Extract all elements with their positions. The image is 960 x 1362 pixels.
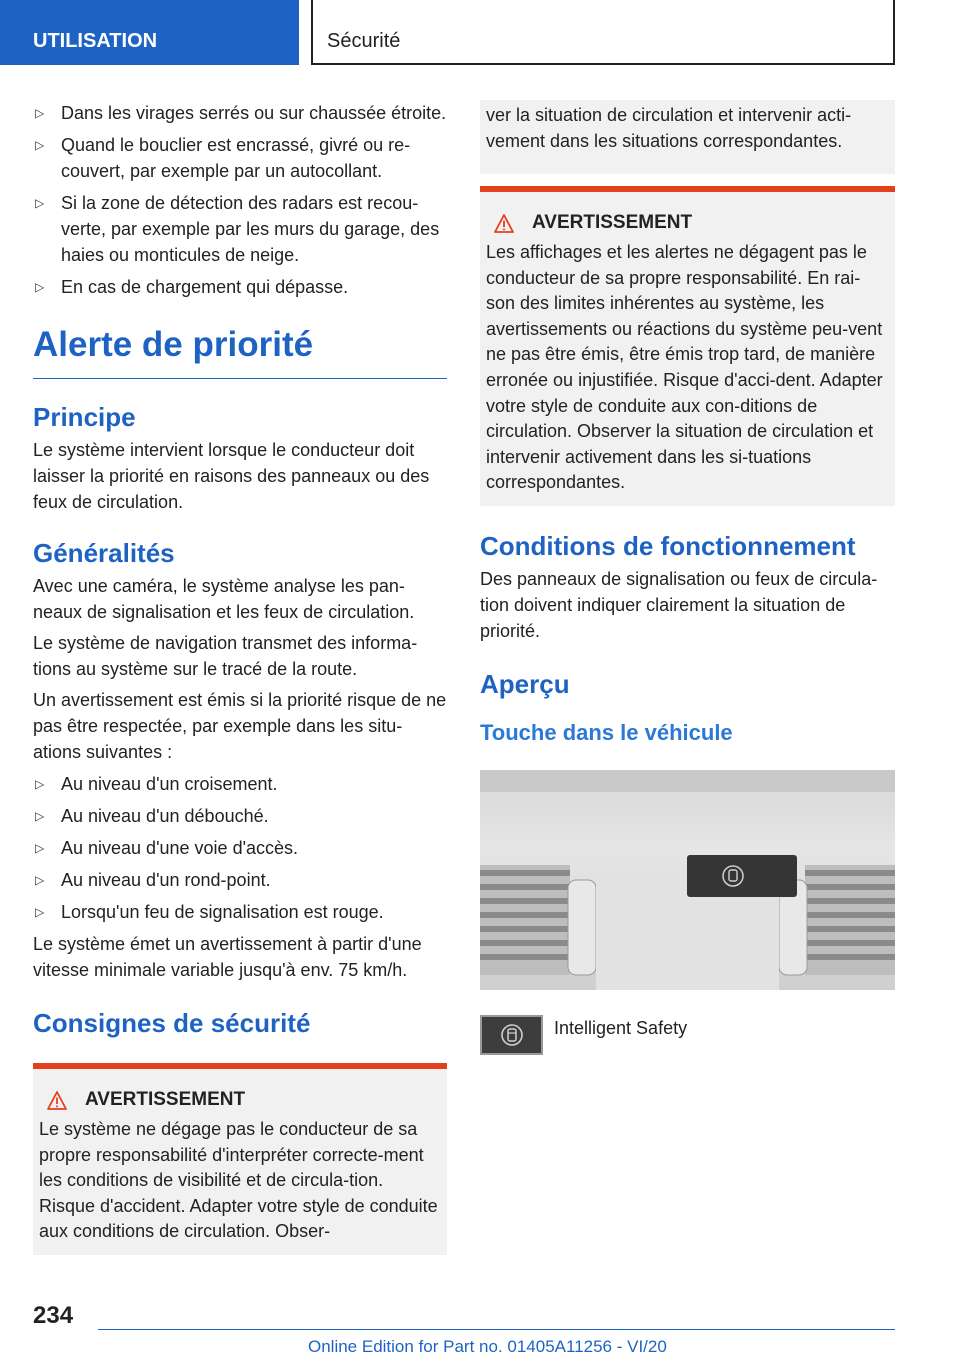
warning-box xyxy=(33,1063,447,1255)
list-item: ▷ Au niveau d'une voie d'accès. xyxy=(33,835,447,861)
list-item: ▷ Au niveau d'un débouché. xyxy=(33,803,447,829)
footer-edition: Online Edition for Part no. 01405A11256 - VI/20 xyxy=(308,1337,667,1356)
button-location-heading: Touche dans le véhicule xyxy=(480,719,733,745)
triangle-bullet-icon: ▷ xyxy=(35,196,45,210)
warning-header xyxy=(486,210,887,236)
warning-header xyxy=(39,1087,439,1113)
triangle-bullet-icon: ▷ xyxy=(35,873,45,887)
legend-label: Intelligent Safety xyxy=(554,1017,688,1038)
list-item: ▷ En cas de chargement qui dépasse. xyxy=(33,274,447,300)
dashboard-button-photo xyxy=(480,770,895,990)
list-item: ▷ Au niveau d'un rond-point. xyxy=(33,867,447,893)
triangle-bullet-icon: ▷ xyxy=(35,809,45,823)
triangle-bullet-icon: ▷ xyxy=(35,280,45,294)
warning-title: AVERTISSEMENT xyxy=(532,212,693,233)
left-column xyxy=(33,100,447,1255)
section-title: UTILISATION xyxy=(33,30,158,52)
legend-row xyxy=(480,1015,895,1055)
triangle-bullet-icon: ▷ xyxy=(35,138,45,152)
conditions-heading: Conditions de fonctionnement xyxy=(480,530,856,561)
warning-text: Les affichages et les alertes ne dégagent pas le conducteur de sa propre responsabilité. En rai‐son des limites inhérentes au système, les avertissements ou réactions du système peu‐vent ne pas être émis, être émis trop tard, de manière erronée ou injustifiée. Risque d'acci‐dent. Adapter votre style de conduite aux con‐ditions de circulation. Observer la situation de circulation et intervenir activement dans les si‐tuations correspondantes. xyxy=(486,242,883,493)
generalites-heading: Généralités xyxy=(33,538,175,568)
chapter-tab xyxy=(311,0,895,65)
triangle-bullet-icon: ▷ xyxy=(35,106,45,120)
principe-text: Le système intervient lorsque le conducteur doit laisser la priorité en raisons des panneaux ou des feux de circulation. xyxy=(33,440,430,512)
warning-text: ver la situation de circulation et intervenir acti‐vement dans les situations correspondantes. xyxy=(486,105,852,151)
list-item: ▷ Lorsqu'un feu de signalisation est rouge. xyxy=(33,899,447,925)
chapter-title: Sécurité xyxy=(327,30,401,52)
warning-triangle-icon xyxy=(47,1091,67,1110)
page-title: Alerte de priorité xyxy=(33,322,447,379)
page-number: 234 xyxy=(33,1302,74,1329)
triangle-bullet-icon: ▷ xyxy=(35,777,45,791)
intro-list xyxy=(33,100,447,300)
list-item: ▷ Si la zone de détection des radars est recou‐verte, par exemple par les murs du garage, des haies ou monticules de neige. xyxy=(33,190,447,268)
warning-title: AVERTISSEMENT xyxy=(85,1089,246,1110)
warning-continuation xyxy=(480,100,895,174)
generalites-text: Avec une caméra, le système analyse les pan‐neaux de signalisation et les feux de circulation. xyxy=(33,576,415,622)
conditions-text: Des panneaux de signalisation ou feux de circula‐tion doivent indiquer clairement la situation de priorité. xyxy=(480,568,878,641)
right-column xyxy=(480,100,895,1055)
situations-list xyxy=(33,771,447,925)
consignes-heading: Consignes de sécurité xyxy=(33,1008,311,1038)
warning-text: Le système ne dégage pas le conducteur de sa propre responsabilité d'interpréter correcte‐ment les conditions de visibilité et de circula‐tion. Risque d'accident. Adapter votre style de conduite aux conditions de circulation. Obser‐ xyxy=(39,1119,438,1242)
list-item: ▷ Dans les virages serrés ou sur chaussée étroite. xyxy=(33,100,447,126)
warning-box xyxy=(480,186,895,506)
footer-divider xyxy=(98,1329,895,1330)
triangle-bullet-icon: ▷ xyxy=(35,905,45,919)
principe-heading: Principe xyxy=(33,402,136,432)
warning-triangle-icon xyxy=(494,214,514,233)
list-item: ▷ Au niveau d'un croisement. xyxy=(33,771,447,797)
generalites-text: Le système émet un avertissement à partir d'une vitesse minimale variable jusqu'à env. 75 km/h. xyxy=(33,934,422,980)
generalites-text: Un avertissement est émis si la priorité risque de ne pas être respectée, par exemple dans les situ‐ations suivantes : xyxy=(33,690,447,762)
triangle-bullet-icon: ▷ xyxy=(35,841,45,855)
section-tab xyxy=(0,0,299,65)
intelligent-safety-button-icon xyxy=(480,1015,543,1055)
list-item: ▷ Quand le bouclier est encrassé, givré ou re‐couvert, par exemple par un autocollant. xyxy=(33,132,447,184)
generalites-text: Le système de navigation transmet des informa‐tions au système sur le tracé de la route. xyxy=(33,633,418,679)
apercu-heading: Aperçu xyxy=(480,668,570,699)
